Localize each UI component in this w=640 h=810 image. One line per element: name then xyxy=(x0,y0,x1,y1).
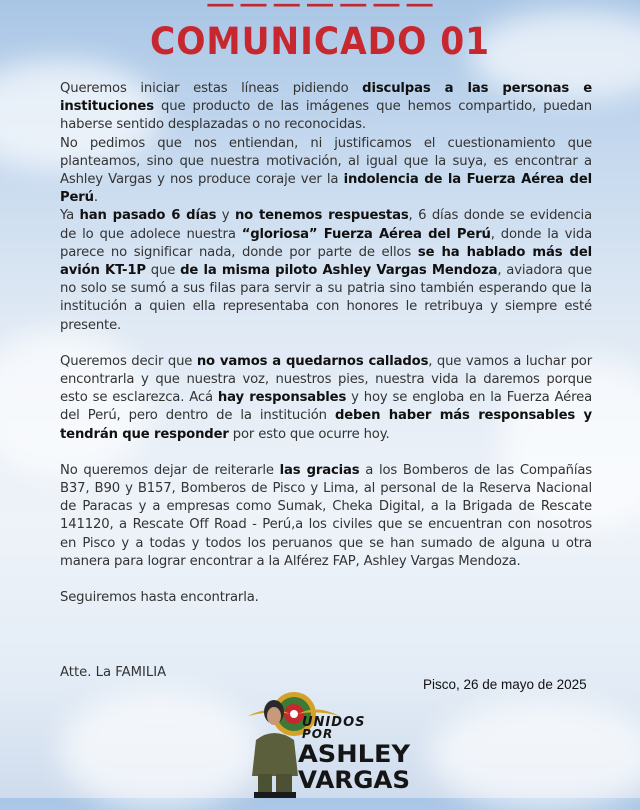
header-fragment xyxy=(0,0,640,10)
body-run: , aviadora que no solo se sumó a sus filas para servir a su patria sino también esperando que la institución a quien ella representaba con honores le retribuya y siempre esté presente. xyxy=(60,263,592,333)
paragraph xyxy=(60,589,592,607)
body-run: Seguiremos hasta encontrarla. xyxy=(60,590,259,606)
logo-line-ashley: ASHLEY xyxy=(298,740,411,768)
emphasis-text: se ha hablado más del avión KT-1P xyxy=(60,244,592,279)
emphasis-text: las gracias xyxy=(279,462,360,478)
cloud-decoration xyxy=(60,690,260,810)
signature: Atte. La FAMILIA xyxy=(60,665,167,680)
date-line: Pisco, 26 de mayo de 2025 xyxy=(423,677,587,692)
body-run: y xyxy=(216,208,235,224)
body-run: , donde la vida parece no significar nada, donde por parte de ellos xyxy=(60,226,593,260)
page-title: COMUNICADO 01 xyxy=(150,20,490,63)
paragraph xyxy=(60,353,592,444)
emphasis-text: no vamos a quedarnos callados xyxy=(196,353,429,369)
body-run: Ya xyxy=(60,208,80,224)
body-run: No pedimos que nos entiendan, ni justificamos el cuestionamiento que planteamos, sino que nuestra motivación, al igual que la suya, es encontrar a Ashley Vargas y nos produce coraje ver la xyxy=(60,135,592,188)
emphasis-text: han pasado 6 días xyxy=(79,208,217,224)
body-run: a los Bomberos de las Compañías B37, B90 y B157, Bomberos de Pisco y Lima, al personal de la Reserva Nacional de Paracas y a empresas como Sumak, Cheka Digital, a la Brigada de Rescate 141120, a Rescate Off Road - Perú,a los civiles que se encuentran con nosotros en Pisco y a todas y todos los peruanos que se han sumado de alguna u otra manera para lograr encontrar a la Alférez FAP, Ashley Vargas Mendoza. xyxy=(60,462,593,569)
emphasis-text: no tenemos respuestas xyxy=(234,208,409,224)
body-run: , 6 días donde se evidencia de lo que adolece nuestra xyxy=(60,208,593,242)
body-run: que producto de las imágenes que hemos compartido, puedan haberse sentido desplazadas o no reconocidas. xyxy=(60,99,592,133)
body-run: Queremos iniciar estas líneas pidiendo xyxy=(60,81,363,96)
paragraph xyxy=(60,207,592,334)
body-run: que xyxy=(145,263,181,279)
emphasis-text: “gloriosa” Fuerza Aérea del Perú xyxy=(241,226,491,242)
logo-line-vargas: VARGAS xyxy=(298,766,410,794)
paragraph xyxy=(60,462,592,571)
paragraph xyxy=(60,135,592,208)
emphasis-text: deben haber más responsables y tendrán que responder xyxy=(60,408,592,442)
paragraph xyxy=(60,80,592,135)
logo-line-unidos: UNIDOS xyxy=(302,715,366,730)
body-run: . xyxy=(93,190,98,206)
emphasis-text: hay responsables xyxy=(217,390,347,406)
emphasis-text: indolencia de la Fuerza Aérea del Perú xyxy=(60,172,592,206)
emphasis-text: disculpas a las personas e instituciones xyxy=(60,81,592,115)
body-run: y hoy se engloba en la Fuerza Aérea del Perú, pero dentro de la institución xyxy=(60,390,593,424)
body-run: , que vamos a luchar por encontrarla y que nuestra voz, nuestros pies, nuestra vida la daremos porque esto se esclarezca. Acá xyxy=(60,353,592,406)
body-run: No queremos dejar de reiterarle xyxy=(60,462,280,478)
body-run: Queremos decir que xyxy=(60,353,197,369)
communique-body xyxy=(60,80,592,607)
emphasis-text: de la misma piloto Ashley Vargas Mendoza xyxy=(180,263,498,279)
unidos-por-ashley-vargas-logo xyxy=(244,690,414,798)
logo-line-por: POR xyxy=(302,727,334,741)
cloud-decoration xyxy=(430,700,640,810)
body-run: por esto que ocurre hoy. xyxy=(228,426,390,442)
